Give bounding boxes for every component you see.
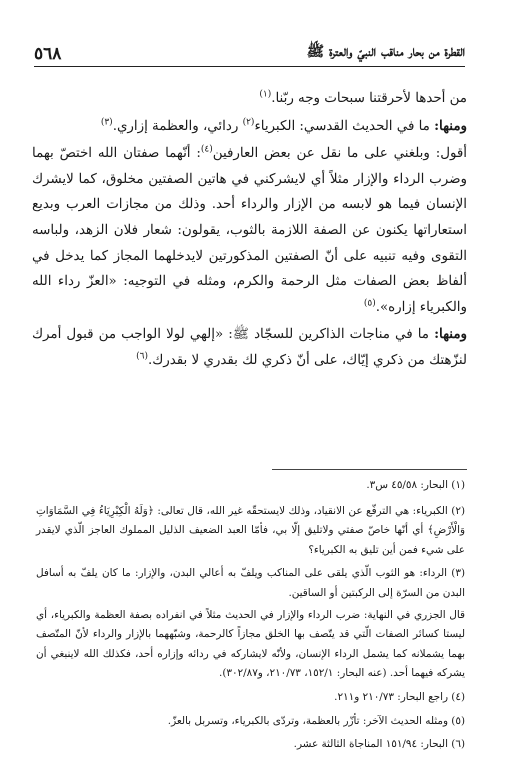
footnote-4: (٤) راجع البحار: ٢١٠/٧٣ و٢١١. (334, 690, 465, 703)
page-number: ٥٦٨ (34, 44, 62, 64)
footnote-ref-4: (٤) (200, 144, 213, 155)
paragraph-2-text-b: ردائي، والعظمة إزاري. (112, 118, 243, 134)
footnote-2: (٢) الكبرياء: هي الترفّع عن الانقياد، وذلك لايستحقّه غير الله، قال تعالى: ﴿وَلَهُ الْكِبْرِيَاءُ فِي السَّمَاوَاتِ وَالْأَرْضِ﴾ أي أنّها خاصّ صفتي ولاتليق إلّا بي، فأمّا العبد الضعيف الذليل المملوك العاجز الّذي لايقدر على شيء فمن أين تليق به الكبرياء؟ (36, 504, 465, 556)
paragraph-1-text: من أحدها لأحرقتنا سبحات وجه ربّنا. (271, 91, 467, 106)
paragraph-4-text: ما في مناجات الذاكرين للسجّاد ﷺ: «إلهي لولا الواجب من قبول أمرك لنزّهتك من ذكري إيّاك، على أنّ ذكري لك بقدري لا بقدرك. (32, 327, 467, 368)
paragraph-3 (32, 141, 467, 320)
footnote-3: (٣) الرداء: هو الثوب الّذي يلقى على المناكب ويلفّ به أعالي البدن، والإزار: ما كان يلفّ به أسافل البدن من السرّة إلى الركبتين أو الساقين. (36, 567, 465, 599)
main-text (32, 86, 467, 376)
footnote-ref-5: (٥) (363, 298, 376, 309)
paragraph-2-text-a: ما في الحديث القدسي: الكبرياء (254, 118, 435, 134)
footnote-ref-3: (٣) (100, 117, 113, 128)
paragraph-4 (32, 322, 467, 373)
running-title: القطرة من بحار مناقب النبيّ والعترة ﷺ (306, 43, 465, 60)
header-divider (34, 66, 465, 67)
footnote-ref-6: (٦) (136, 351, 148, 362)
footnote-5: (٥) ومثله الحديث الآخر: تأزّر بالعظمة، وتردّى بالكبرياء، وتسربل بالعزّ. (167, 714, 465, 727)
footnote-6: (٦) البحار: ١٥١/٩٤ المناجاة الثالثة عشر. (293, 738, 465, 751)
paragraph-3-text-a: أقول: وبلغني على ما نقل عن بعض العارفين (212, 146, 467, 162)
paragraph-3-text-b: : أنّهما صفتان الله اختصّ بهما وضرب الرداء والإزار مثلاً أي لايشركني في هاتين الصفتين مخلوق، كما لايشرك الإنسان فيما هو لابسه من الإزار والرداء أحد. وذلك من مجازات العرب وبديع استعاراتها يكنون عن الصفة اللازمة بالثوب، يقولون: شعار فلان الزهد، ولباسه التقوى وفيه تنبيه على أنّ الصفتين المذكورتين لايدخلهما المجاز كما يدخل في ألفاظ بعض الصفات مثل الرحمة والكرم، ومثله في التوجيه: «العزّ رداء الله والكبرياء إزاره». (32, 146, 467, 315)
footnote-1: (١) البحار: ٤٥/٥٨ س٣. (366, 479, 465, 491)
page-header (34, 38, 465, 64)
paragraph-1 (32, 86, 467, 112)
paragraph-4-lead: ومنها: (434, 326, 467, 343)
footnote-ref-2: (٢) (242, 117, 255, 128)
footnote-3-continued: قال الجزري في النهاية: ضرب الرداء والإزار في الحديث مثلاً في انفراده بصفة العظمة والكبرياء، أي ليستا كسائر الصفات الّتي قد يتّصف بها الخلق مجازاً كالرحمة، وشبّههما بالإزار والرداء لأنّ المتّصف بهما يشملانه كما يشمل الرداء الإنسان، ولأنّه لايشاركه في ردائه وإزاره أحد، فكذلك الله لاينبغي أن يشركه فيهما أحد. (عنه البحار: ١٥٢/١، ٢١٠/٧٣، و٣٠٢/٨٧). (36, 608, 465, 680)
paragraph-2-lead: ومنها: (434, 117, 467, 134)
footnote-divider (272, 469, 467, 470)
paragraph-2 (32, 114, 467, 140)
footnotes (36, 476, 465, 759)
footnote-ref-1: (١) (259, 89, 272, 100)
